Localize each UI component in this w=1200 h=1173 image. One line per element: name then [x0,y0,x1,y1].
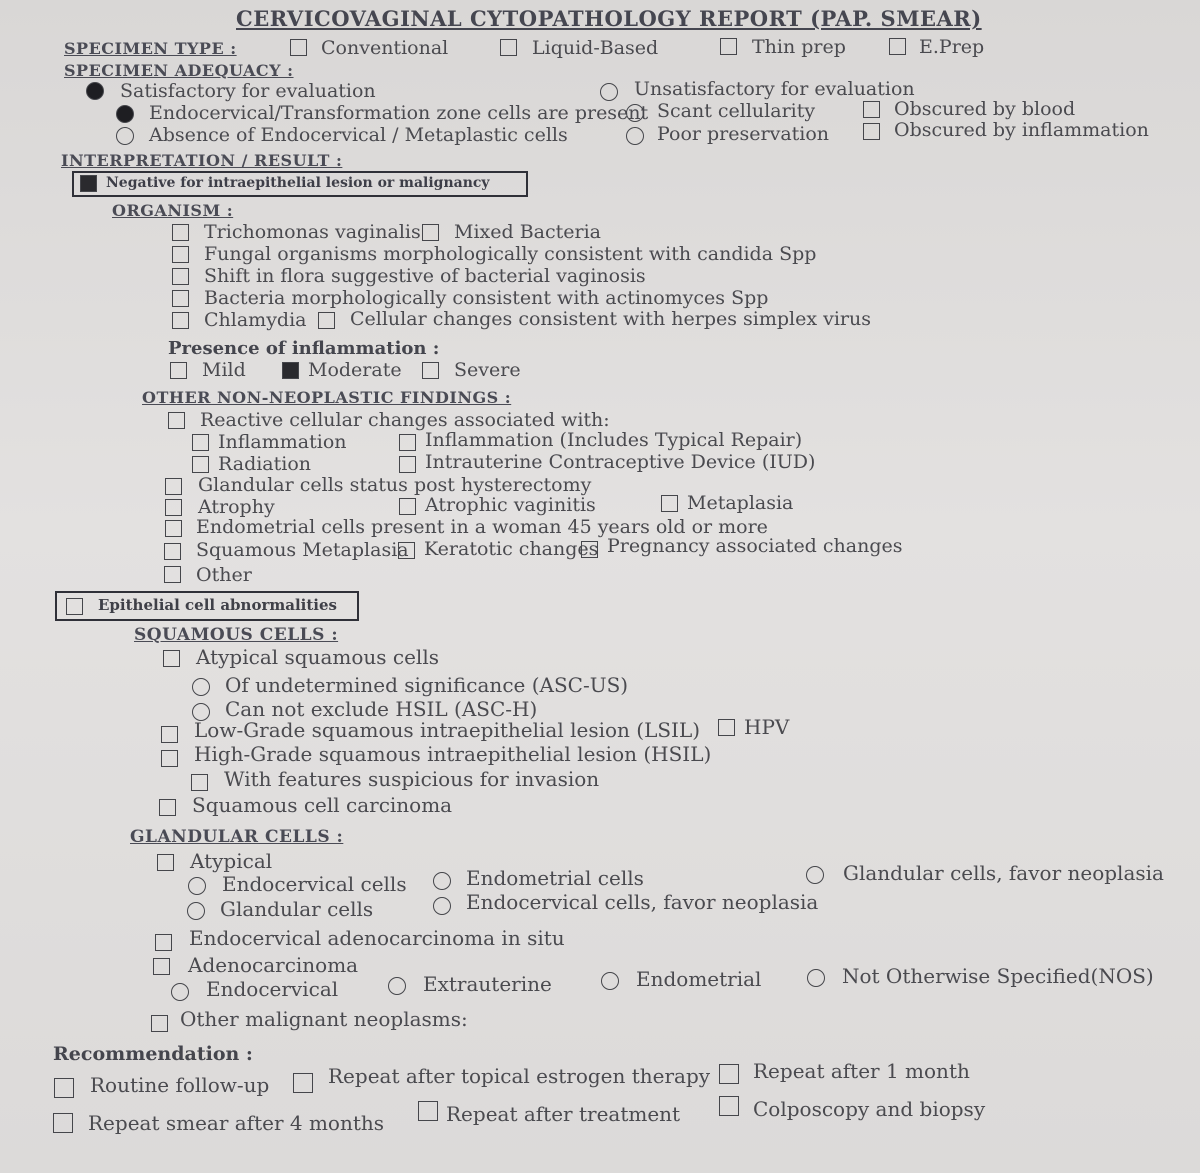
chlamydia-checkbox[interactable] [172,312,189,329]
squamous-metaplasia-label: Squamous Metaplasia [196,539,409,561]
hsil-checkbox[interactable] [161,750,178,767]
trichomonas-label: Trichomonas vaginalis [204,221,421,243]
specimen-type-heading: SPECIMEN TYPE : [64,39,237,58]
endocervical-present-label: Endocervical/Transformation zone cells are present [149,102,649,124]
invasion-checkbox[interactable] [191,774,208,791]
poor-preservation-radio[interactable] [626,127,644,145]
metaplasia-label: Metaplasia [687,492,794,514]
poor-preservation-label: Poor preservation [657,123,830,145]
obscured-blood-checkbox[interactable] [863,101,880,118]
lsil-label: Low-Grade squamous intraepithelial lesion (LSIL) [194,718,701,742]
routine-checkbox[interactable] [54,1078,74,1098]
asc-us-label: Of undetermined significance (ASC-US) [225,673,629,697]
endometrial-45-label: Endometrial cells present in a woman 45 years old or more [196,516,768,538]
one-month-label: Repeat after 1 month [753,1059,970,1083]
asc-us-radio[interactable] [192,678,210,696]
ais-checkbox[interactable] [155,934,172,951]
radiation-label: Radiation [218,453,312,475]
trichomonas-checkbox[interactable] [172,224,189,241]
keratotic-checkbox[interactable] [398,542,415,559]
nos-label: Not Otherwise Specified(NOS) [842,964,1154,988]
endocervical-cells-radio[interactable] [188,877,206,895]
glandular-heading: GLANDULAR CELLS : [130,827,344,847]
thin-prep-checkbox[interactable] [720,38,737,55]
iud-label: Intrauterine Contraceptive Device (IUD) [425,451,816,473]
endometrial-cells-label: Endometrial cells [466,866,644,890]
atypical-squamous-checkbox[interactable] [163,650,180,667]
specimen-adequacy-heading: SPECIMEN ADEQUACY : [64,61,294,80]
mild-label: Mild [202,359,246,381]
scant-cellularity-label: Scant cellularity [657,100,816,122]
obscured-inflammation-checkbox[interactable] [863,123,880,140]
atypical-glandular-label: Atypical [190,849,273,873]
other-checkbox[interactable] [164,566,181,583]
inflammation-repair-checkbox[interactable] [399,434,416,451]
endometrial-cells-radio[interactable] [433,872,451,890]
endocervical-favor-radio[interactable] [433,897,451,915]
endocervical-cells-label: Endocervical cells [222,872,407,896]
one-month-checkbox[interactable] [719,1064,739,1084]
adenocarcinoma-label: Adenocarcinoma [188,953,359,977]
organism-heading: ORGANISM : [112,201,234,220]
other-malignant-checkbox[interactable] [151,1015,168,1032]
invasion-label: With features suspicious for invasion [224,767,600,791]
extrauterine-radio[interactable] [388,977,406,995]
conventional-label: Conventional [321,37,449,59]
satisfactory-label: Satisfactory for evaluation [120,80,376,102]
glandular-cells-label: Glandular cells [220,897,374,921]
hpv-label: HPV [744,715,790,739]
four-months-label: Repeat smear after 4 months [88,1111,385,1135]
glandular-favor-radio[interactable] [806,866,824,884]
radiation-checkbox[interactable] [192,456,209,473]
lsil-checkbox[interactable] [161,726,178,743]
squamous-heading: SQUAMOUS CELLS : [134,625,339,645]
herpes-checkbox[interactable] [318,312,335,329]
atrophy-label: Atrophy [198,496,275,518]
adenocarcinoma-checkbox[interactable] [153,958,170,975]
asc-h-label: Can not exclude HSIL (ASC-H) [225,697,538,721]
actinomyces-checkbox[interactable] [172,290,189,307]
endometrial-45-checkbox[interactable] [165,520,182,537]
e-prep-label: E.Prep [919,36,985,58]
after-treatment-label: Repeat after treatment [446,1102,681,1126]
glandular-post-checkbox[interactable] [165,478,182,495]
scc-checkbox[interactable] [159,799,176,816]
four-months-checkbox[interactable] [53,1113,73,1133]
scc-label: Squamous cell carcinoma [192,793,453,817]
reactive-checkbox[interactable] [168,412,185,429]
endocervical-favor-label: Endocervical cells, favor neoplasia [466,890,819,914]
atypical-squamous-label: Atypical squamous cells [196,645,439,669]
obscured-inflammation-label: Obscured by inflammation [894,119,1149,141]
fungal-checkbox[interactable] [172,246,189,263]
ais-label: Endocervical adenocarcinoma in situ [189,926,565,950]
other-malignant-label: Other malignant neoplasms: [180,1007,468,1031]
inflammation-checkbox[interactable] [192,434,209,451]
fungal-label: Fungal organisms morphologically consistent with candida Spp [204,243,817,265]
moderate-checkbox[interactable] [282,362,299,379]
chlamydia-label: Chlamydia [204,309,307,331]
endometrial-radio[interactable] [601,972,619,990]
obscured-blood-label: Obscured by blood [894,98,1076,120]
unsatisfactory-radio[interactable] [600,83,618,101]
recommendation-heading: Recommendation : [53,1043,253,1065]
interpretation-heading: INTERPRETATION / RESULT : [61,151,343,170]
epithelial-label: Epithelial cell abnormalities [98,596,337,614]
squamous-metaplasia-checkbox[interactable] [164,543,181,560]
inflammation-label: Inflammation [218,431,347,453]
liquid-based-label: Liquid-Based [532,37,659,59]
nos-radio[interactable] [807,969,825,987]
inflammation-repair-label: Inflammation (Includes Typical Repair) [425,429,803,451]
e-prep-checkbox[interactable] [889,38,906,55]
endocervical-label: Endocervical [206,977,339,1001]
colposcopy-label: Colposcopy and biopsy [753,1097,986,1121]
actinomyces-label: Bacteria morphologically consistent with actinomyces Spp [204,287,769,309]
routine-label: Routine follow-up [90,1073,270,1097]
endocervical-present-radio[interactable] [116,105,134,123]
absence-endocervical-radio[interactable] [116,127,134,145]
report-title: CERVICOVAGINAL CYTOPATHOLOGY REPORT (PAP. SMEAR) [236,6,982,31]
unsatisfactory-label: Unsatisfactory for evaluation [634,78,915,100]
severe-checkbox[interactable] [422,362,439,379]
pregnancy-checkbox[interactable] [581,541,598,558]
colposcopy-checkbox[interactable] [719,1096,739,1116]
mixed-bacteria-checkbox[interactable] [422,224,439,241]
mild-checkbox[interactable] [170,362,187,379]
liquid-based-checkbox[interactable] [500,39,517,56]
endocervical-radio[interactable] [171,983,189,1001]
estrogen-checkbox[interactable] [293,1073,313,1093]
iud-checkbox[interactable] [399,456,416,473]
absence-endocervical-label: Absence of Endocervical / Metaplastic cells [149,124,568,146]
scant-cellularity-radio[interactable] [626,104,644,122]
extrauterine-label: Extrauterine [423,972,552,996]
metaplasia-checkbox[interactable] [661,495,678,512]
glandular-favor-label: Glandular cells, favor neoplasia [843,861,1164,885]
satisfactory-radio[interactable] [86,82,104,100]
atrophic-vaginitis-checkbox[interactable] [399,498,416,515]
glandular-cells-radio[interactable] [187,902,205,920]
glandular-post-label: Glandular cells status post hysterectomy [198,474,592,496]
non-neoplastic-heading: OTHER NON-NEOPLASTIC FINDINGS : [142,388,512,407]
estrogen-label: Repeat after topical estrogen therapy [328,1064,711,1088]
shift-flora-checkbox[interactable] [172,268,189,285]
moderate-label: Moderate [308,359,402,381]
conventional-checkbox[interactable] [290,39,307,56]
inflammation-heading: Presence of inflammation : [168,338,440,359]
herpes-label: Cellular changes consistent with herpes simplex virus [350,308,871,330]
epithelial-checkbox[interactable] [66,598,83,615]
pregnancy-label: Pregnancy associated changes [607,535,903,557]
other-label: Other [196,564,252,586]
severe-label: Severe [454,359,521,381]
endometrial-label: Endometrial [636,967,762,991]
mixed-bacteria-label: Mixed Bacteria [454,221,601,243]
atypical-glandular-checkbox[interactable] [157,854,174,871]
atrophy-checkbox[interactable] [165,499,182,516]
hpv-checkbox[interactable] [718,719,735,736]
negative-label: Negative for intraepithelial lesion or malignancy [106,175,490,191]
hsil-label: High-Grade squamous intraepithelial lesion (HSIL) [194,742,712,766]
shift-flora-label: Shift in flora suggestive of bacterial vaginosis [204,265,646,287]
thin-prep-label: Thin prep [752,36,846,58]
keratotic-label: Keratotic changes [424,538,599,560]
after-treatment-checkbox[interactable] [418,1101,438,1121]
atrophic-vaginitis-label: Atrophic vaginitis [425,494,596,516]
reactive-label: Reactive cellular changes associated with: [200,409,610,431]
negative-checkbox[interactable] [80,175,97,192]
